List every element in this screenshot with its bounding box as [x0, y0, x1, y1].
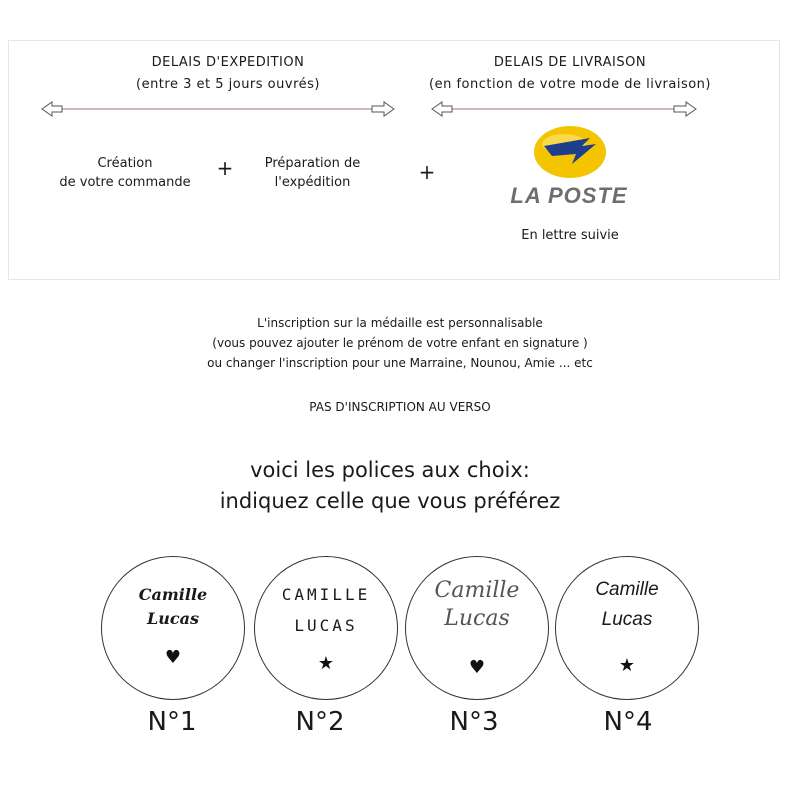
- font-option-2-text: [255, 579, 397, 641]
- star-icon: ★: [317, 653, 335, 674]
- font-option-3-line2: Lucas: [444, 606, 510, 631]
- inscription-info: [0, 313, 800, 373]
- heart-icon: ♥: [164, 647, 182, 668]
- step-order-creation-line1: Création: [97, 156, 153, 171]
- delivery-delay-subtitle: (en fonction de votre mode de livraison): [429, 77, 711, 92]
- font-option-4-text: [556, 575, 698, 635]
- font-choice-heading: [0, 455, 790, 517]
- delivery-delay-title: DELAIS DE LIVRAISON: [493, 55, 647, 70]
- inscription-info-line1: L'inscription sur la médaille est personnalisable: [257, 316, 543, 330]
- font-option-4-line1: Camille: [595, 579, 659, 600]
- la-poste-bird-logo-icon: [530, 124, 610, 180]
- font-option-2-number: N°2: [295, 707, 345, 737]
- font-option-1-text: [102, 583, 244, 631]
- step-order-creation-line2: de votre commande: [59, 175, 191, 190]
- shipping-double-arrow-icon: [38, 100, 398, 118]
- step-shipping-preparation-line1: Préparation de: [264, 156, 361, 171]
- font-option-2-line2: LUCAS: [294, 616, 358, 635]
- step-shipping-preparation-line2: l'expédition: [274, 175, 351, 190]
- plus-sign: +: [418, 160, 436, 184]
- delivery-delay-section: [420, 52, 720, 96]
- font-option-1-line2: Lucas: [147, 609, 199, 628]
- step-order-creation: [50, 154, 200, 192]
- no-back-inscription-notice: PAS D'INSCRIPTION AU VERSO: [309, 400, 491, 414]
- font-option-3[interactable]: [405, 556, 549, 700]
- inscription-info-line2: (vous pouvez ajouter le prénom de votre enfant en signature ): [212, 336, 588, 350]
- inscription-info-line3: ou changer l'inscription pour une Marraine, Nounou, Amie ... etc: [207, 356, 593, 370]
- font-option-1-line1: Camille: [138, 585, 208, 604]
- font-choice-heading-line1: voici les polices aux choix:: [250, 458, 530, 482]
- shipping-delay-title: DELAIS D'EXPEDITION: [151, 55, 305, 70]
- font-option-4-number: N°4: [603, 707, 653, 737]
- font-option-2[interactable]: [254, 556, 398, 700]
- step-shipping-preparation: [250, 154, 375, 192]
- delivery-method: En lettre suivie: [521, 228, 619, 243]
- font-option-2-line1: CAMILLE: [281, 585, 371, 604]
- font-choice-heading-line2: indiquez celle que vous préférez: [219, 489, 561, 513]
- font-option-3-text: [406, 577, 548, 633]
- font-option-4-line2: Lucas: [601, 609, 653, 630]
- font-option-4[interactable]: [555, 556, 699, 700]
- heart-icon: ♥: [468, 657, 486, 678]
- delivery-double-arrow-icon: [428, 100, 700, 118]
- font-option-1[interactable]: [101, 556, 245, 700]
- star-icon: ★: [618, 655, 636, 676]
- shipping-delay-subtitle: (entre 3 et 5 jours ouvrés): [136, 77, 320, 92]
- font-option-3-number: N°3: [449, 707, 499, 737]
- shipping-delay-section: [78, 52, 378, 96]
- plus-sign: +: [216, 156, 234, 180]
- font-option-1-number: N°1: [147, 707, 197, 737]
- la-poste-logo-text: LA POSTE: [510, 183, 628, 208]
- font-option-3-line1: Camille: [434, 578, 520, 603]
